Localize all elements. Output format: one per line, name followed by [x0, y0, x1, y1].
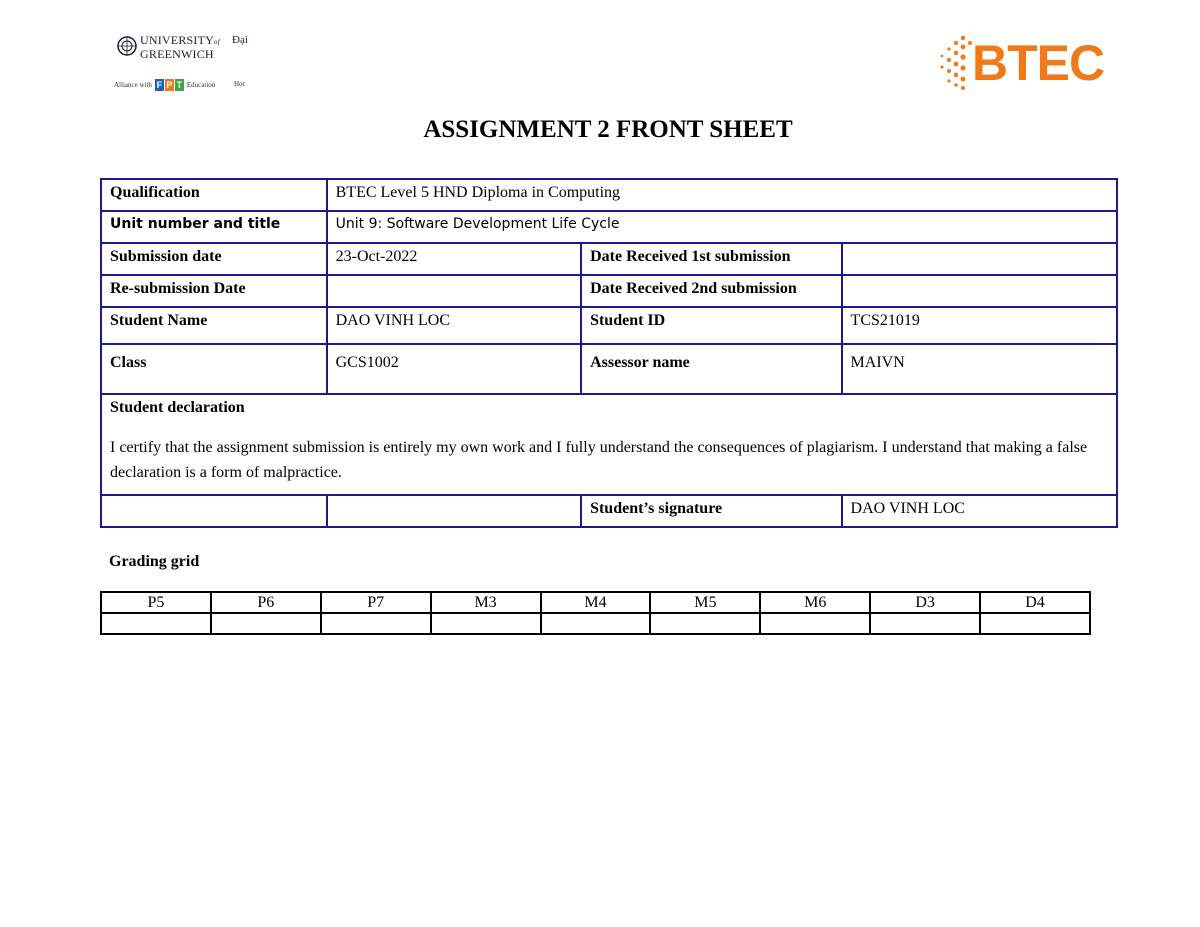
empty-cell [101, 495, 327, 527]
table-row [101, 344, 1117, 394]
grade-cell [650, 613, 760, 634]
grade-header: M4 [541, 592, 651, 613]
date-received-2-label: Date Received 2nd submission [581, 275, 841, 307]
btec-wordmark: BTEC [972, 35, 1105, 91]
partner-side-text: Học [234, 80, 246, 88]
grading-grid [100, 591, 1091, 635]
btec-logo [936, 34, 1122, 92]
grade-header: P6 [211, 592, 321, 613]
table-row [101, 495, 1117, 527]
empty-cell [327, 495, 581, 527]
partner-line: Alliance with F P T Education [114, 80, 216, 90]
front-sheet-table [100, 178, 1118, 528]
table-row [101, 275, 1117, 307]
assessor-value: MAIVN [842, 344, 1117, 394]
crest-icon [117, 36, 137, 56]
grading-grid-label: Grading grid [109, 553, 200, 570]
university-of-greenwich-logo [114, 32, 264, 94]
grade-header: P7 [321, 592, 431, 613]
grade-header: M5 [650, 592, 760, 613]
date-received-1-value [842, 243, 1117, 275]
unit-label: Unit number and title [101, 211, 327, 243]
grade-cell [980, 613, 1090, 634]
grade-cell [431, 613, 541, 634]
class-value: GCS1002 [327, 344, 581, 394]
grade-cell [101, 613, 211, 634]
grade-cell [211, 613, 321, 634]
grade-cell [760, 613, 870, 634]
grade-header: D3 [870, 592, 980, 613]
university-name: UNIVERSITYof GREENWICH [140, 33, 220, 61]
declaration-text: I certify that the assignment submission is entirely my own work and I fully understand the consequences of plagiarism. I understand that making a false declaration is a form of malpractice. [110, 439, 1088, 481]
table-row [101, 179, 1117, 211]
grade-cell [321, 613, 431, 634]
grading-value-row [101, 613, 1090, 634]
table-row [101, 394, 1117, 495]
student-name-label: Student Name [101, 307, 327, 344]
date-received-2-value [842, 275, 1117, 307]
student-id-label: Student ID [581, 307, 841, 344]
date-received-1-label: Date Received 1st submission [581, 243, 841, 275]
resubmission-date-label: Re-submission Date [101, 275, 327, 307]
class-label: Class [101, 344, 327, 394]
grade-cell [541, 613, 651, 634]
btec-dots-icon [936, 34, 976, 92]
grade-header: P5 [101, 592, 211, 613]
fpt-logo: F P T [156, 80, 183, 90]
qualification-value: BTEC Level 5 HND Diploma in Computing [327, 179, 1117, 211]
signature-label: Student’s signature [581, 495, 841, 527]
unit-value: Unit 9: Software Development Life Cycle [327, 211, 1117, 243]
submission-date-value: 23-Oct-2022 [327, 243, 581, 275]
grading-header-row [101, 592, 1090, 613]
qualification-label: Qualification [101, 179, 327, 211]
grade-header: M3 [431, 592, 541, 613]
student-declaration [101, 394, 1117, 495]
table-row [101, 211, 1117, 243]
table-row [101, 307, 1117, 344]
resubmission-date-value [327, 275, 581, 307]
page-title: ASSIGNMENT 2 FRONT SHEET [423, 116, 793, 143]
grade-header: D4 [980, 592, 1090, 613]
declaration-title: Student declaration [110, 399, 245, 416]
student-id-value: TCS21019 [842, 307, 1117, 344]
grade-cell [870, 613, 980, 634]
grade-header: M6 [760, 592, 870, 613]
signature-value: DAO VINH LOC [842, 495, 1117, 527]
submission-date-label: Submission date [101, 243, 327, 275]
student-name-value: DAO VINH LOC [327, 307, 581, 344]
table-row [101, 243, 1117, 275]
university-side-text: Đại [232, 34, 248, 46]
assessor-label: Assessor name [581, 344, 841, 394]
